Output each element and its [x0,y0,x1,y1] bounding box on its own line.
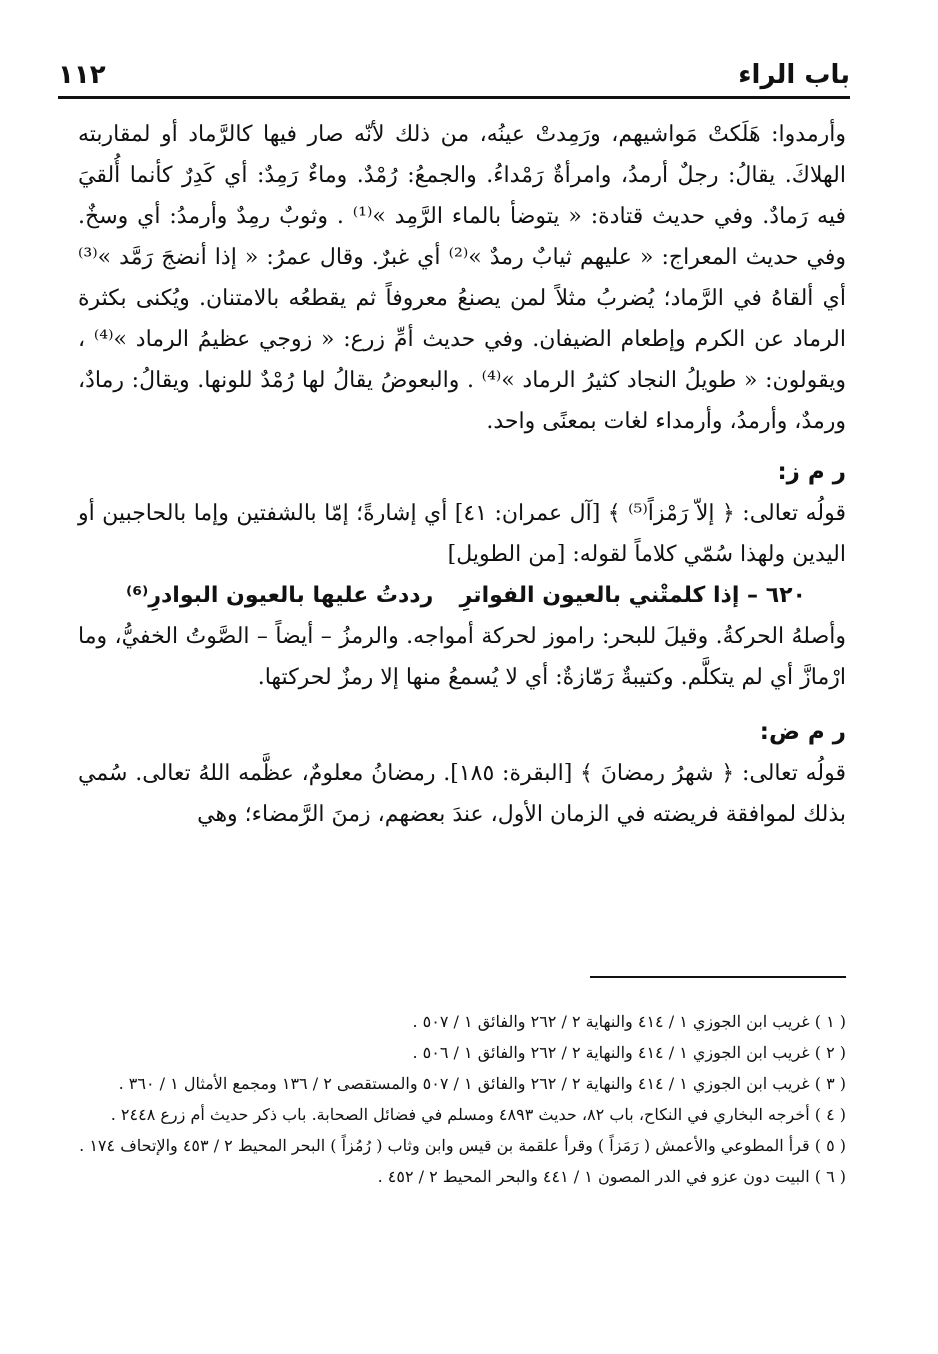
paragraph: وأصلهُ الحركةُ. وقيلَ للبحر: راموز لحركة أمواجه. والرمزُ – أيضاً – الصَّوتُ الخفيُّ، وما ارْمازَّ أي لم يتكلَّم. وكتيبةٌ رَمّازةٌ: أي لا يُسمعُ منها إلا رمزٌ لحركتها. [78,624,846,690]
paragraph: قولُه تعالى: ﴿ شهرُ رمضانَ ﴾ [البقرة: ١٨٥]. رمضانُ معلومٌ، عظَّمه اللهُ تعالى. سُمي بذلك لموافقة فريضته في الزمان الأول، عندَ بعضهم، زمنَ الرَّمضاء؛ وهي [78,761,846,827]
footnote: ( ٢ ) غريب ابن الجوزي ١ / ٤١٤ والنهاية ٢ / ٢٦٢ والفائق ١ / ٥٠٦ . [412,1043,846,1062]
footnote: ( ٤ ) أخرجه البخاري في النكاح، باب ٨٢، حديث ٤٨٩٣ ومسلم في فضائل الصحابة. باب ذكر حديث أم زرع ٢٤٤٨ . [110,1105,846,1124]
entry-heading: ر م ز: [777,459,846,485]
verse-second-hemistich: رددتُ عليها بالعيون البوادرِ⁽⁶⁾ [126,583,434,608]
footnotes [78,1006,846,1192]
page-number: ١١٢ [58,60,106,90]
verse-first-hemistich: ٦٢٠ – إذا كلمتْني بالعيون الفواترِ [459,583,806,608]
paragraph: وأرمدوا: هَلَكتْ مَواشيهم، ورَمِدتْ عينُه، من ذلك لأنّه صار فيها كالرَّماد أو لمقاربته الهلاكَ. يقالُ: رجلٌ أرمدُ، وامرأةٌ رَمْداءُ. والجمعُ: رُمْدٌ. وماءٌ رَمِدٌ: أي كَدِرٌ كأنما أُلقيَ فيه رَمادٌ. وفي حديث قتادة: « يتوضأ بالماء الرَّمِد »⁽¹⁾ . وثوبٌ رمِدٌ وأرمدُ: أي وسخٌ. وفي حديث المعراج: « عليهم ثيابٌ رمدٌ »⁽²⁾ أي غبرٌ. وقال عمرُ: « إذا أنضجَ رَمَّد »⁽³⁾ أي ألقاهُ في الرَّماد؛ يُضربُ مثلاً لمن يصنعُ معروفاً ثم يقطعُه بالامتنان. ويُكنى بكثرة الرماد عن الكرم وإطعام الضيفان. وفي حديث أمِّ زرع: « زوجي عظيمُ الرماد »⁽⁴⁾ ، ويقولون: « طويلُ النجاد كثيرُ الرماد »⁽⁴⁾ . والبعوضُ يقالُ لها رُمْدٌ للونها. ويقالُ: رمادٌ، ورمدٌ، وأرمدُ، وأرمداء لغات بمعنًى واحد. [78,122,847,434]
footnote: ( ٥ ) قرأ المطوعي والأعمش ( رَمَزاً ) وقرأ علقمة بن قيس وابن وثاب ( رُمُزاً ) البحر المحيط ٢ / ٤٥٣ والإتحاف ١٧٤ . [79,1136,846,1155]
entry-heading: ر م ض: [759,719,846,745]
footnote: ( ٦ ) البيت دون عزو في الدر المصون ١ / ٤٤١ والبحر المحيط ٢ / ٤٥٢ . [377,1167,846,1186]
poem-verse [78,575,846,616]
footnote-rule [590,976,846,978]
paragraph: قولُه تعالى: ﴿ إلاّ رَمْزاً⁽⁵⁾ ﴾ [آل عمران: ٤١] أي إشارةً؛ إمّا بالشفتين وإما بالحاجبين أو اليدين ولهذا سُمّي كلاماً لقوله: [من الطويل] [78,501,846,567]
footnote: ( ١ ) غريب ابن الجوزي ١ / ٤١٤ والنهاية ٢ / ٢٦٢ والفائق ١ / ٥٠٧ . [412,1012,846,1031]
main-text [78,114,846,835]
page-header [58,48,850,90]
section-title: باب الراء [738,60,850,90]
header-rule [58,96,850,99]
footnote: ( ٣ ) غريب ابن الجوزي ١ / ٤١٤ والنهاية ٢ / ٢٦٢ والفائق ١ / ٥٠٧ والمستقصى ٢ / ١٣٦ ومجمع الأمثال ١ / ٣٦٠ . [118,1074,846,1093]
